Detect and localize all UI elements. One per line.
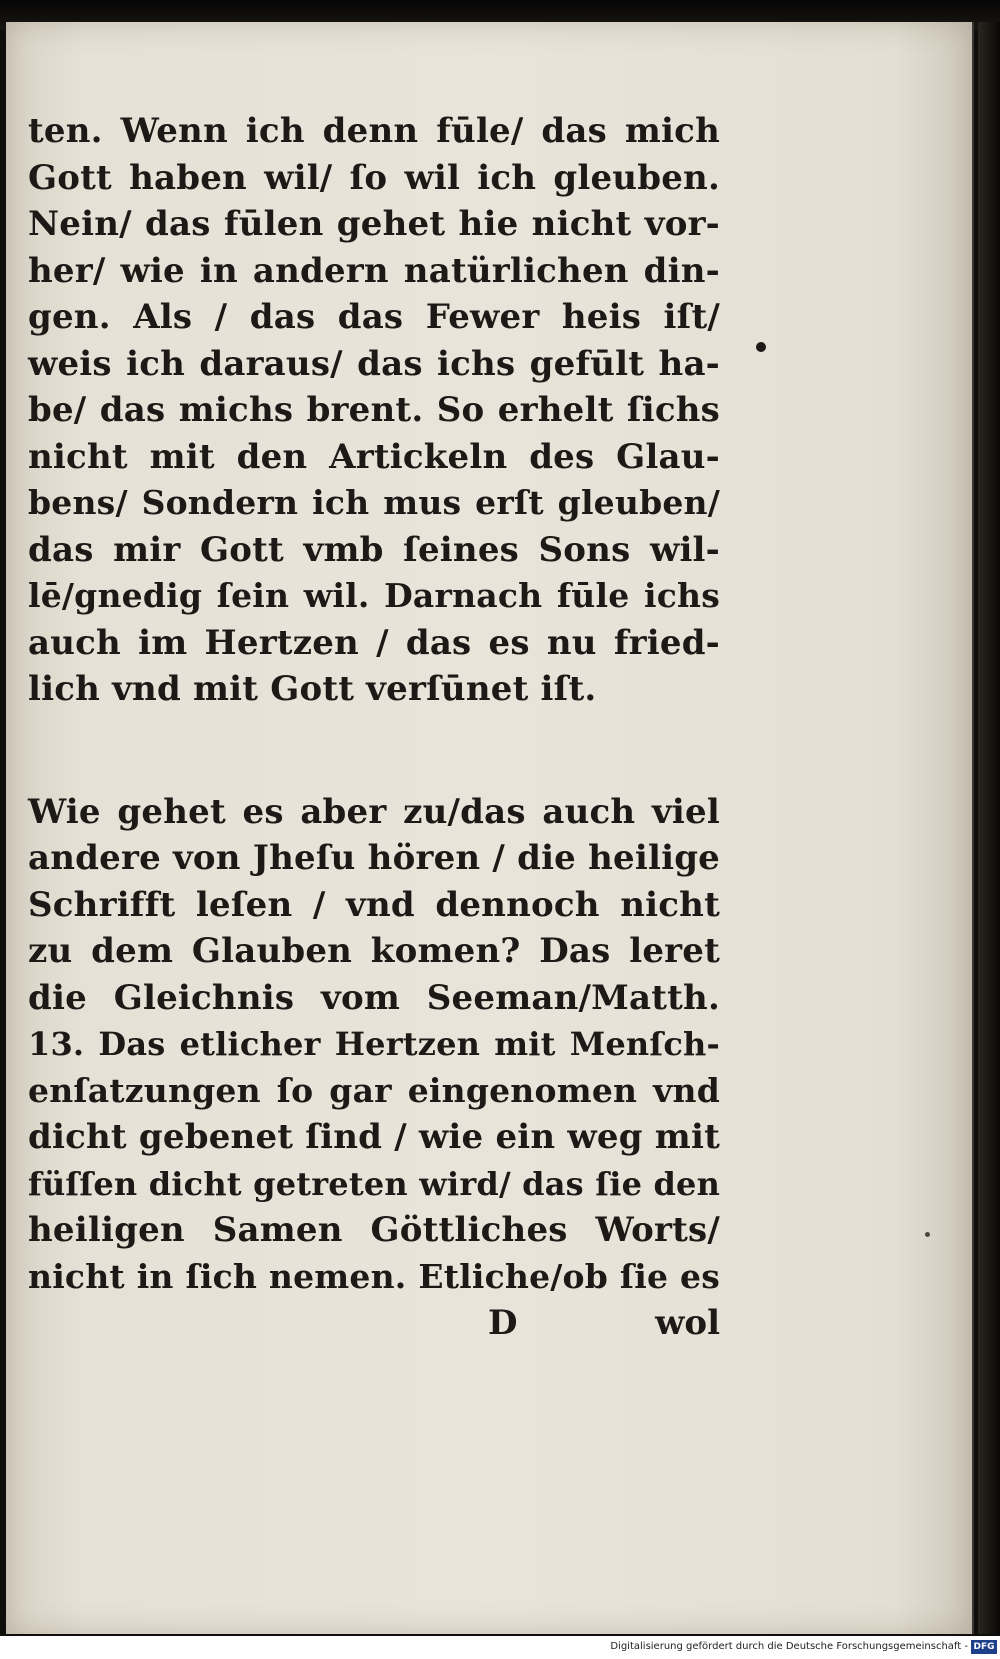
paragraph-gap — [28, 713, 720, 789]
dfg-logo-icon: DFG — [971, 1640, 997, 1654]
paragraph-2 — [28, 789, 720, 1301]
text-line: gen. Als / das das Fewer heis iſt/ — [28, 297, 720, 337]
text-line: 13. Das etlicher Hertzen mit Menſch- — [28, 1025, 720, 1063]
text-line: füſſen dicht getreten wird/ das ſie den — [28, 1164, 721, 1203]
text-line: Schrifft leſen / vnd dennoch nicht — [28, 884, 720, 925]
text-line: lē/gnedig ſein wil. Darnach fūle ichs — [28, 576, 720, 615]
text-line: her/ wie in andern natürlichen din- — [28, 250, 720, 291]
catchword: wol — [655, 1303, 720, 1343]
text-line: be/ das michs brent. So erhelt ſichs — [28, 390, 720, 430]
paper-speck — [925, 1232, 930, 1237]
signature-mark: D — [488, 1303, 518, 1343]
text-line: Gott haben wil/ ſo wil ich gleuben. — [28, 157, 720, 198]
text-line: Wie gehet es aber zu/das auch viel — [28, 791, 720, 832]
text-line: nicht mit den Artickeln des Glau- — [28, 436, 720, 477]
text-line: bens/ Sondern ich mus erſt gleuben/ — [28, 483, 720, 522]
ink-dot — [756, 342, 766, 352]
text-line: heiligen Samen Göttliches Worts/ — [28, 1210, 720, 1250]
text-line: Nein/ das fūlen gehet hie nicht vor- — [28, 204, 720, 244]
text-line: andere von Jheſu hören / die heilige — [28, 838, 720, 878]
text-line: enſatzungen ſo gar eingenomen vnd — [28, 1070, 720, 1110]
text-line: nicht in ſich nemen. Etliche/ob ſie es — [28, 1256, 720, 1296]
text-line: die Gleichnis vom Seeman/Matth. — [28, 977, 720, 1018]
page-footer-line — [28, 1300, 720, 1347]
text-line: lich vnd mit Gott verſūnet iſt. — [28, 669, 597, 709]
paragraph-1 — [28, 108, 720, 713]
funding-credit: Digitalisierung gefördert durch die Deutsche Forschungsgemeinschaft - — [610, 1641, 968, 1652]
page-text — [28, 108, 720, 1347]
text-line: zu dem Glauben komen? Das leret — [28, 931, 720, 971]
text-line: dicht gebenet ſind / wie ein weg mit — [28, 1117, 720, 1157]
text-line: weis ich daraus/ das ichs gefūlt ha- — [28, 343, 720, 384]
text-line: das mir Gott vmb ſeines Sons wil- — [28, 529, 720, 570]
text-line: ten. Wenn ich denn fūle/ das mich — [28, 111, 720, 151]
scan-right-edge — [978, 22, 1000, 1634]
text-line: auch im Hertzen / das es nu fried- — [28, 622, 720, 663]
